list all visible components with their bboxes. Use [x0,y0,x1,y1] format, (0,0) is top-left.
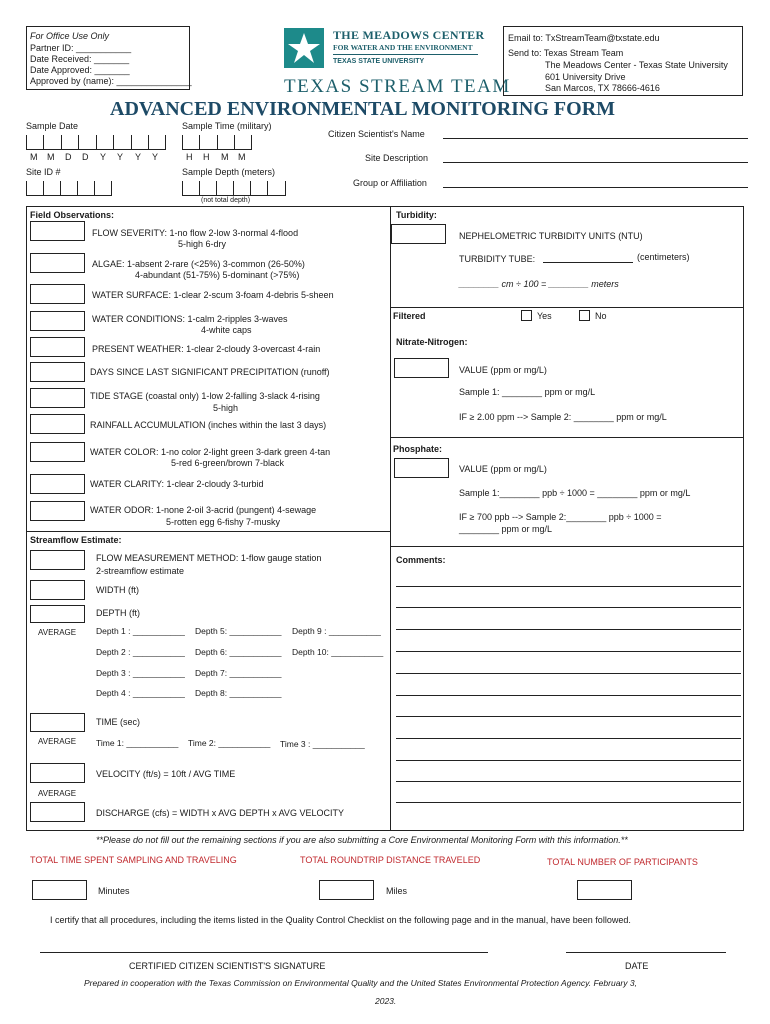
phosphate-value-label: VALUE (ppm or mg/L) [459,464,547,474]
depth-6-field[interactable]: Depth 6: ___________ [195,647,282,657]
sample-depth-input[interactable] [182,182,286,196]
time-average-label: AVERAGE [38,737,77,746]
time-1-field[interactable]: Time 1: ___________ [96,738,179,748]
signature-line[interactable] [40,952,488,953]
site-description-input[interactable] [443,162,748,163]
contact-addr2: 601 University Drive [545,72,626,82]
minutes-label: Minutes [98,886,130,896]
depth-label: DEPTH (ft) [96,608,140,618]
turbidity-heading: Turbidity: [396,210,437,220]
miles-label: Miles [386,886,408,896]
comment-line[interactable] [396,802,741,803]
nitrate-if-line[interactable]: IF ≥ 2.00 ppm --> Sample 2: ________ ppm or mg/L [459,412,667,422]
comments-divider [390,546,744,547]
depth-4-field[interactable]: Depth 4 : ___________ [96,688,185,698]
depth-note: (not total depth) [201,197,251,204]
velocity-label: VELOCITY (ft/s) = 10ft / AVG TIME [96,769,236,779]
streamflow-divider [26,531,390,532]
comment-line[interactable] [396,651,741,652]
office-use-heading: For Office Use Only [30,31,110,41]
filtered-yes-checkbox[interactable] [521,310,532,321]
comment-line[interactable] [396,673,741,674]
ntu-label: NEPHELOMETRIC TURBIDITY UNITS (NTU) [459,231,643,241]
comment-line[interactable] [396,760,741,761]
phosphate-if-line[interactable]: IF ≥ 700 ppb --> Sample 2:________ ppb ÷ 1000 = [459,512,662,522]
water-color-label-2: 5-red 6-green/brown 7-black [171,458,285,468]
depth-1-field[interactable]: Depth 1 : ___________ [96,626,185,636]
water-conditions-input[interactable] [30,311,85,331]
miles-input[interactable] [319,880,374,900]
water-surface-input[interactable] [30,284,85,304]
flow-severity-label: FLOW SEVERITY: 1-no flow 2-low 3-normal 4-flood [92,228,299,238]
flow-method-label-2: 2-streamflow estimate [96,566,185,576]
water-clarity-input[interactable] [30,474,85,494]
tide-stage-input[interactable] [30,388,85,408]
site-description-label: Site Description [365,153,429,163]
group-affiliation-label: Group or Affiliation [353,178,427,188]
water-color-label: WATER COLOR: 1-no color 2-light green 3-dark green 4-tan [90,447,331,457]
total-time-label: TOTAL TIME SPENT SAMPLING AND TRAVELING [30,855,237,865]
partner-id-field[interactable]: Partner ID: ___________ [30,43,132,53]
time-label: TIME (sec) [96,717,140,727]
filtered-label: Filtered [393,311,426,321]
rainfall-label: RAINFALL ACCUMULATION (inches within the last 3 days) [90,420,327,430]
logo-line3: TEXAS STATE UNIVERSITY [333,58,425,65]
comment-line[interactable] [396,586,741,587]
depth-2-field[interactable]: Depth 2 : ___________ [96,647,185,657]
present-weather-input[interactable] [30,337,85,357]
phosphate-if-line-2[interactable]: ________ ppm or mg/L [459,524,553,534]
filtered-no-checkbox[interactable] [579,310,590,321]
form-title: ADVANCED ENVIRONMENTAL MONITORING FORM [110,98,616,120]
sample-time-label: Sample Time (military) [182,121,272,131]
sample-depth-label: Sample Depth (meters) [182,167,276,177]
footer-prepared: Prepared in cooperation with the Texas Commission on Environmental Quality and the United States Environmental Protection Agency. February 3, [84,978,637,988]
site-id-label: Site ID # [26,167,61,177]
phosphate-sample1[interactable]: Sample 1:________ ppb ÷ 1000 = ________ ppm or mg/L [459,488,691,498]
phosphate-heading: Phosphate: [393,444,443,454]
water-conditions-label: WATER CONDITIONS: 1-calm 2-ripples 3-waves [92,314,288,324]
citizen-name-label: Citizen Scientist's Name [328,129,425,139]
flow-severity-input[interactable] [30,221,85,241]
depth-input[interactable] [30,605,85,623]
nitrate-heading: Nitrate-Nitrogen: [396,337,468,347]
comment-line[interactable] [396,738,741,739]
approved-by-field[interactable]: Approved by (name): _______________ [30,76,192,86]
signature-label: CERTIFIED CITIZEN SCIENTIST'S SIGNATURE [129,961,326,971]
depth-9-field[interactable]: Depth 9 : ___________ [292,626,381,636]
flow-severity-label-2: 5-high 6-dry [178,239,227,249]
nitrate-value-label: VALUE (ppm or mg/L) [459,365,547,375]
turbidity-ntu-input[interactable] [391,224,446,244]
depth-7-field[interactable]: Depth 7: ___________ [195,668,282,678]
comment-line[interactable] [396,716,741,717]
contact-addr3: San Marcos, TX 78666-4616 [545,83,660,93]
algae-label-2: 4-abundant (51-75%) 5-dominant (>75%) [135,270,300,280]
discharge-input[interactable] [30,802,85,822]
field-observations-heading: Field Observations: [30,210,115,220]
total-participants-label: TOTAL NUMBER OF PARTICIPANTS [547,857,698,867]
depth-5-field[interactable]: Depth 5: ___________ [195,626,282,636]
site-id-input[interactable] [26,182,112,196]
turbidity-tube-label: TURBIDITY TUBE: [459,254,536,264]
phosphate-value-input[interactable] [394,458,449,478]
texas-stream-team-logo: TEXAS STREAM TEAM [284,76,511,97]
nitrate-sample1[interactable]: Sample 1: ________ ppm or mg/L [459,387,596,397]
date-approved-field[interactable]: Date Approved: _______ [30,65,130,75]
contact-addr1: The Meadows Center - Texas State University [545,60,728,70]
days-precipitation-input[interactable] [30,362,85,382]
water-odor-label: WATER ODOR: 1-none 2-oil 3-acrid (pungent) 4-sewage [90,505,317,515]
minutes-input[interactable] [32,880,87,900]
date-line[interactable] [566,952,726,953]
sample-date-input[interactable] [26,136,166,150]
algae-label: ALGAE: 1-absent 2-rare (<25%) 3-common (26-50%) [92,259,305,269]
total-distance-label: TOTAL ROUNDTRIP DISTANCE TRAVELED [300,855,481,865]
core-form-note: **Please do not fill out the remaining sections if you are also submitting a Core Environmental Monitoring Form with this information.** [96,835,628,845]
centimeters-label: (centimeters) [637,252,690,262]
certification-statement: I certify that all procedures, including the items listed in the Quality Control Checklist on the following page and in the manual, have been followed. [50,915,631,925]
turbidity-tube-input[interactable] [543,262,633,263]
velocity-average-label: AVERAGE [38,789,77,798]
footer-year: 2023. [375,996,397,1006]
width-input[interactable] [30,580,85,600]
depth-8-field[interactable]: Depth 8: ___________ [195,688,282,698]
logo-line2: FOR WATER AND THE ENVIRONMENT [333,43,473,52]
column-divider [390,206,391,831]
nitrate-value-input[interactable] [394,358,449,378]
water-surface-label: WATER SURFACE: 1-clear 2-scum 3-foam 4-debris 5-sheen [92,290,334,300]
filtered-yes-label: Yes [537,311,552,321]
depth-10-field[interactable]: Depth 10: ___________ [292,647,384,657]
depth-3-field[interactable]: Depth 3 : ___________ [96,668,185,678]
depth-average-label: AVERAGE [38,628,77,637]
contact-send-to: Send to: Texas Stream Team [508,48,624,58]
time-3-field[interactable]: Time 3 : ___________ [280,739,365,749]
velocity-input[interactable] [30,763,85,783]
time-2-field[interactable]: Time 2: ___________ [188,738,271,748]
flow-method-label: FLOW MEASUREMENT METHOD: 1-flow gauge station [96,553,322,563]
turbidity-conversion: ________ cm ÷ 100 = ________ meters [459,279,619,289]
time-format-letters: H H M M [186,152,246,162]
date-format-letters: M M D D Y Y Y Y [30,152,159,162]
water-clarity-label: WATER CLARITY: 1-clear 2-cloudy 3-turbid [90,479,264,489]
rainfall-input[interactable] [30,414,85,434]
participants-input[interactable] [577,880,632,900]
comment-line[interactable] [396,607,741,608]
comment-line[interactable] [396,629,741,630]
date-label: DATE [625,961,649,971]
logo-divider [333,54,478,55]
citizen-name-input[interactable] [443,138,748,139]
logo-line1: THE MEADOWS CENTER [333,28,485,42]
algae-input[interactable] [30,253,85,273]
phosphate-divider [390,437,744,438]
filtered-divider [390,307,744,308]
date-received-field[interactable]: Date Received: _______ [30,54,130,64]
time-input[interactable] [30,713,85,732]
water-conditions-label-2: 4-white caps [201,325,252,335]
tide-stage-label: TIDE STAGE (coastal only) 1-low 2-falling 3-slack 4-rising [90,391,320,401]
filtered-no-label: No [595,311,607,321]
group-affiliation-input[interactable] [443,187,748,188]
comments-heading: Comments: [396,555,446,565]
days-precipitation-label: DAYS SINCE LAST SIGNIFICANT PRECIPITATION (runoff) [90,367,330,377]
water-odor-input[interactable] [30,501,85,521]
streamflow-heading: Streamflow Estimate: [30,535,122,545]
flow-method-input[interactable] [30,550,85,570]
present-weather-label: PRESENT WEATHER: 1-clear 2-cloudy 3-overcast 4-rain [92,344,321,354]
meadows-star-logo-icon [284,28,324,68]
water-color-input[interactable] [30,442,85,462]
tide-stage-label-2: 5-high [213,403,239,413]
comment-line[interactable] [396,695,741,696]
water-odor-label-2: 5-rotten egg 6-fishy 7-musky [166,517,281,527]
sample-time-input[interactable] [182,136,252,150]
comment-line[interactable] [396,781,741,782]
contact-email[interactable]: Email to: TxStreamTeam@txstate.edu [508,33,660,43]
sample-date-label: Sample Date [26,121,79,131]
discharge-label: DISCHARGE (cfs) = WIDTH x AVG DEPTH x AVG VELOCITY [96,808,344,818]
width-label: WIDTH (ft) [96,585,139,595]
